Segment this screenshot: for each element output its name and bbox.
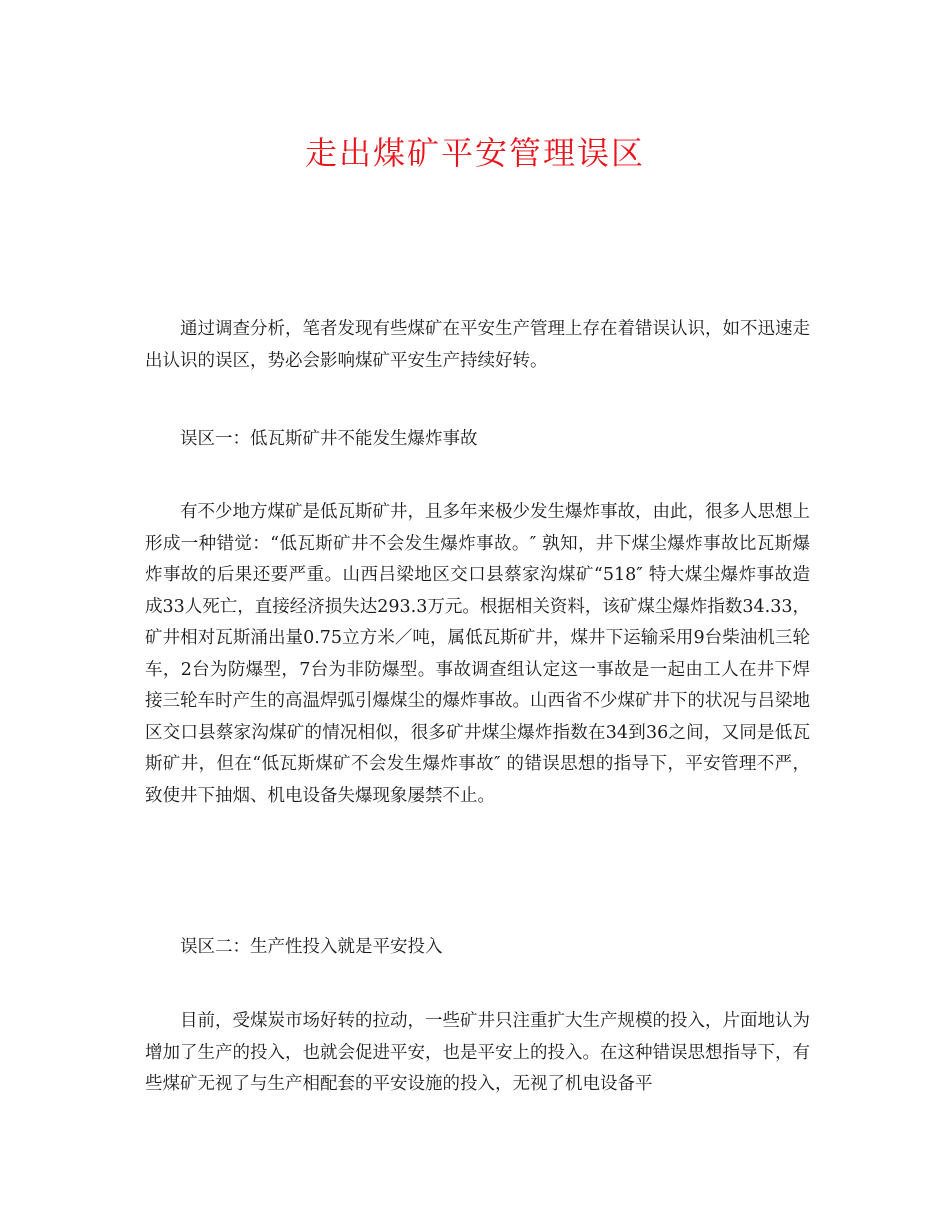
section-1-paragraph: 有不少地方煤矿是低瓦斯矿井，且多年来极少发生爆炸事故，由此，很多人思想上形成一种错觉：“低瓦斯矿井不会发生爆炸事故。″ 孰知，井下煤尘爆炸事故比瓦斯爆炸事故的后果还要严重。山西吕梁地区交口县蔡家沟煤矿“518″ 特大煤尘爆炸事故造成33人死亡，直接经济损失达293.3万元。根据相关资料，该矿煤尘爆炸指数34.33，矿井相对瓦斯涌出量0.75立方米／吨，属低瓦斯矿井，煤井下运输采用9台柴油机三轮车，2台为防爆型，7台为非防爆型。事故调查组认定这一事故是一起由工人在井下焊接三轮车时产生的高温焊弧引爆煤尘的爆炸事故。山西省不少煤矿井下的状况与吕梁地区交口县蔡家沟煤矿的情况相似，很多矿井煤尘爆炸指数在34到36之间，又同是低瓦斯矿井，但在“低瓦斯煤矿不会发生爆炸事故″ 的错误思想的指导下，平安管理不严，致使井下抽烟、机电设备失爆现象屡禁不止。 bbox=[145, 502, 810, 806]
section-2-heading: 误区二：生产性投入就是平安投入 bbox=[180, 937, 443, 957]
section-2-paragraph: 目前，受煤炭市场好转的拉动，一些矿井只注重扩大生产规模的投入，片面地认为增加了生产的投入，也就会促进平安，也是平安上的投入。在这种错误思想指导下，有些煤矿无视了与生产相配套的平安设施的投入，无视了机电设备平 bbox=[145, 1011, 810, 1094]
intro-paragraph: 通过调查分析，笔者发现有些煤矿在平安生产管理上存在着错误认识，如不迅速走出认识的误区，势必会影响煤矿平安生产持续好转。 bbox=[145, 319, 810, 371]
document-title: 走出煤矿平安管理误区 bbox=[304, 134, 645, 172]
section-1-heading: 误区一：低瓦斯矿井不能发生爆炸事故 bbox=[180, 429, 478, 449]
